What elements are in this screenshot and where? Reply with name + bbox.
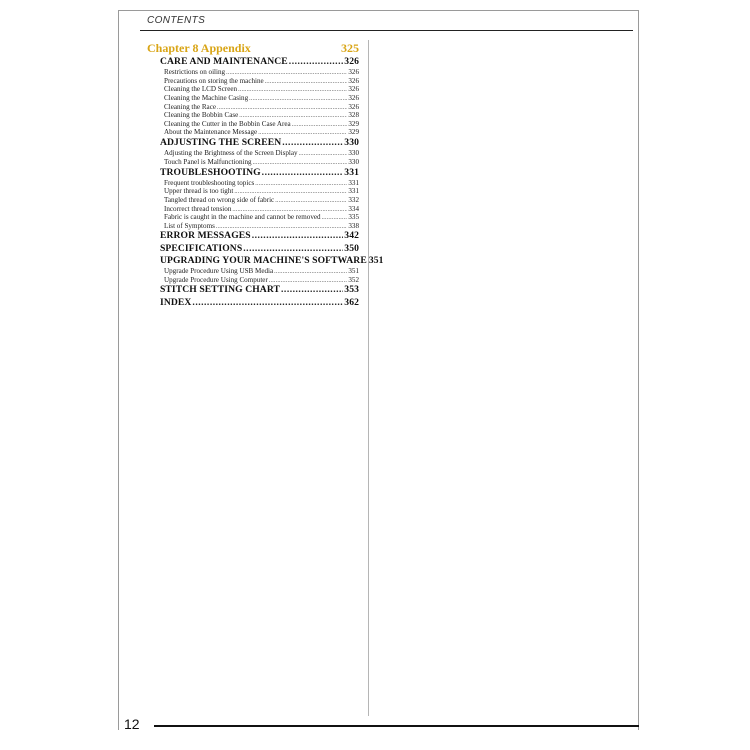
dot-leader: [192, 297, 343, 309]
dot-leader: [289, 56, 344, 68]
toc-entry-page: 330: [348, 149, 359, 158]
toc-subsection-entry[interactable]: [160, 267, 359, 276]
toc-entry-label: TROUBLESHOOTING: [160, 166, 261, 178]
toc-entry-page: 329: [348, 119, 359, 128]
toc-entry-label: Incorrect thread tension: [164, 204, 232, 213]
toc-section-entry[interactable]: [160, 254, 384, 267]
toc-entry-page: 330: [348, 157, 359, 166]
toc-subsection-entry[interactable]: [160, 205, 359, 214]
toc-subsection-entry[interactable]: [160, 213, 359, 222]
running-head: CONTENTS: [147, 15, 206, 26]
toc-entry-page: 353: [344, 284, 359, 296]
toc-entry-label: Precautions on storing the machine: [164, 76, 264, 85]
toc-entry-label: Tangled thread on wrong side of fabric: [164, 196, 275, 205]
toc-subsection-entry[interactable]: [160, 94, 359, 103]
toc-subsection-entry[interactable]: [160, 149, 359, 158]
toc-entry-page: 326: [348, 76, 359, 85]
header-rule: [140, 30, 633, 31]
toc-section-entry[interactable]: [160, 284, 359, 296]
toc-entry-label: INDEX: [160, 296, 192, 308]
toc-entry-page: 331: [348, 187, 359, 196]
toc-subsection-entry[interactable]: [160, 158, 359, 167]
toc-entry-page: 334: [348, 204, 359, 213]
toc-entry-label: Touch Panel is Malfunctioning: [164, 157, 252, 166]
dot-leader: [282, 137, 343, 149]
toc-entry-label: Cleaning the Cutter in the Bobbin Case Area: [164, 119, 291, 128]
toc-entry-page: 342: [344, 230, 359, 242]
toc-entry-label: ADJUSTING THE SCREEN: [160, 137, 282, 149]
toc-entry-label: Upper thread is too tight: [164, 187, 234, 196]
toc-subsection-entry[interactable]: [160, 77, 359, 86]
toc-entry-label: Upgrade Procedure Using USB Media: [164, 267, 274, 276]
toc-entry-page: 326: [348, 102, 359, 111]
toc-entry-page: 328: [348, 111, 359, 120]
toc-entry-label: About the Maintenance Message: [164, 128, 258, 137]
toc-entry-label: ERROR MESSAGES: [160, 230, 251, 242]
toc-entry-label: UPGRADING YOUR MACHINE'S SOFTWARE: [160, 254, 367, 266]
toc-entry-label: Restrictions on oiling: [164, 68, 226, 77]
toc-entry-label: Frequent troubleshooting topics: [164, 178, 255, 187]
toc-entry-page: 329: [348, 128, 359, 137]
toc-section-entry[interactable]: [160, 167, 359, 179]
toc-entry-page: 326: [344, 56, 359, 67]
toc-entry-label: Fabric is caught in the machine and cannot be removed: [164, 213, 321, 222]
dot-leader: [281, 284, 343, 296]
toc-subsection-entry[interactable]: [160, 128, 359, 137]
toc-entry-page: 351: [348, 267, 359, 276]
toc-section-entry[interactable]: [160, 297, 359, 309]
toc-entry-label: Cleaning the Bobbin Case: [164, 111, 239, 120]
dot-leader: [262, 167, 344, 179]
toc-section-entry[interactable]: [160, 56, 359, 68]
toc-entry-label: List of Symptoms: [164, 221, 215, 230]
toc-entry-label: Cleaning the Machine Casing: [164, 94, 249, 103]
toc-entry-page: 350: [344, 242, 359, 254]
toc-entry-label: Cleaning the Race: [164, 102, 217, 111]
toc-subsection-entry[interactable]: [160, 85, 359, 94]
footer-rule: [154, 725, 639, 727]
toc-subsection-entry[interactable]: [160, 276, 359, 285]
toc-entry-page: 335: [348, 213, 359, 222]
toc-entry-page: 326: [348, 94, 359, 103]
dot-leader: [252, 230, 344, 242]
toc-section-entry[interactable]: [160, 243, 359, 255]
chapter-heading: [147, 41, 359, 56]
chapter-page: 325: [341, 41, 359, 55]
toc-entry-page: 332: [348, 196, 359, 205]
column-divider: [368, 40, 369, 716]
toc-subsection-entry[interactable]: [160, 196, 359, 205]
toc-subsection-entry[interactable]: [160, 103, 359, 112]
toc-entry-page: 338: [348, 221, 359, 230]
toc-entry-label: CARE AND MAINTENANCE: [160, 56, 288, 67]
toc-entry-page: 326: [348, 85, 359, 94]
toc-subsection-entry[interactable]: [160, 179, 359, 188]
toc-subsection-entry[interactable]: [160, 68, 359, 77]
toc-entry-page: 326: [348, 68, 359, 77]
toc-entry-page: 331: [348, 178, 359, 187]
toc-entry-page: 352: [348, 275, 359, 284]
toc-entry-page: 362: [344, 296, 359, 308]
toc-entry-page: 331: [344, 166, 359, 178]
toc-entry-page: 330: [344, 137, 359, 149]
toc-section-entry[interactable]: [160, 137, 359, 149]
toc-entry-label: Cleaning the LCD Screen: [164, 85, 238, 94]
dot-leader: [243, 243, 343, 255]
toc-entry-label: STITCH SETTING CHART: [160, 284, 281, 296]
toc-subsection-entry[interactable]: [160, 187, 359, 196]
toc-section-entry[interactable]: [160, 230, 359, 242]
toc-entry-label: Upgrade Procedure Using Computer: [164, 275, 268, 284]
toc-entry-label: Adjusting the Brightness of the Screen Display: [164, 149, 298, 158]
page-number: 12: [124, 716, 140, 732]
toc-subsection-entry[interactable]: [160, 111, 359, 120]
page-top-border: [118, 10, 639, 11]
toc-entry-label: SPECIFICATIONS: [160, 242, 243, 254]
toc-subsection-entry[interactable]: [160, 222, 359, 231]
toc-entry-page: 351: [368, 254, 384, 266]
toc-subsection-entry[interactable]: [160, 120, 359, 129]
chapter-title: Chapter 8 Appendix: [147, 41, 251, 55]
toc-list: [160, 56, 384, 309]
